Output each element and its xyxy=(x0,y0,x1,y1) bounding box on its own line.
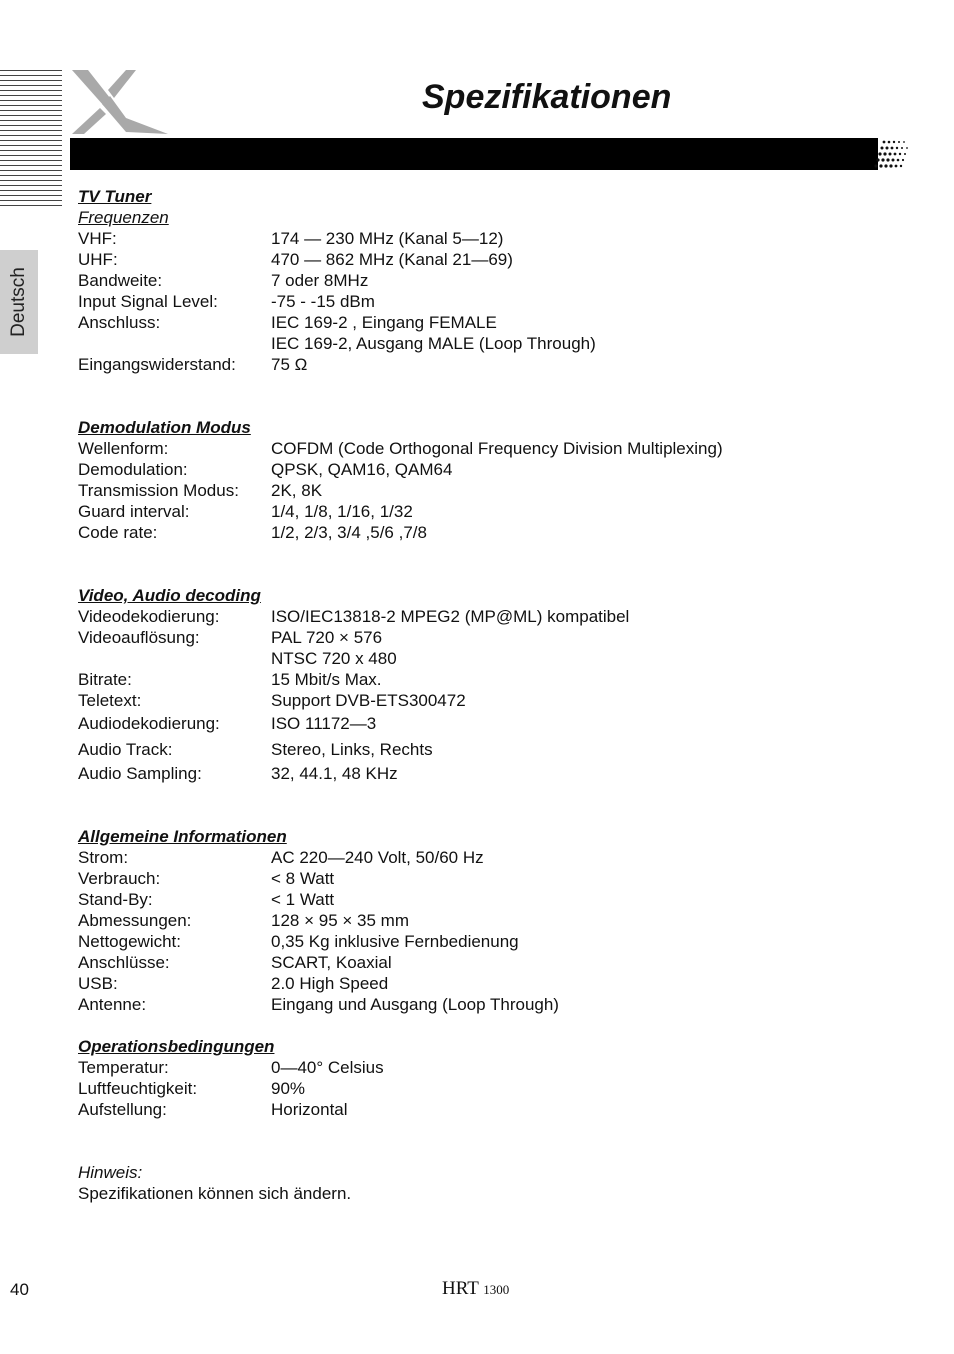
spec-label: Code rate: xyxy=(78,523,158,542)
section-title: Video, Audio decoding xyxy=(78,586,261,605)
spec-row xyxy=(78,931,918,952)
spec-label: Aufstellung: xyxy=(78,1100,167,1119)
section-title: Demodulation Modus xyxy=(78,418,251,437)
side-stripe-decoration xyxy=(0,70,62,210)
spec-label: Antenne: xyxy=(78,995,147,1014)
spec-row xyxy=(78,847,918,868)
spec-value-secondary: IEC 169-2, Ausgang MALE (Loop Through) xyxy=(271,334,596,353)
spec-label: Teletext: xyxy=(78,691,142,710)
spec-row xyxy=(78,1057,918,1078)
spec-row xyxy=(78,459,918,480)
language-tab-label: Deutsch xyxy=(8,267,29,337)
spec-value-secondary: NTSC 720 x 480 xyxy=(271,649,397,668)
spec-value: 2K, 8K xyxy=(271,481,323,500)
spec-row xyxy=(78,1078,918,1099)
header-bar xyxy=(70,138,878,170)
spec-row xyxy=(78,606,918,627)
spec-label: Stand-By: xyxy=(78,890,153,909)
spec-row xyxy=(78,669,918,690)
spec-value: Support DVB-ETS300472 xyxy=(271,691,466,710)
spec-label: Input Signal Level: xyxy=(78,292,218,311)
spec-label: Audiodekodierung: xyxy=(78,714,220,733)
spec-row xyxy=(78,737,918,763)
spec-row xyxy=(78,973,918,994)
spec-label: Anschlüsse: xyxy=(78,953,170,972)
section-general xyxy=(78,826,918,1015)
spec-row xyxy=(78,910,918,931)
spec-content xyxy=(78,186,918,1204)
spec-row xyxy=(78,480,918,501)
spec-value: -75 - -15 dBm xyxy=(271,292,375,311)
spec-value: 1/2, 2/3, 3/4 ,5/6 ,7/8 xyxy=(271,523,427,542)
section-tv-tuner xyxy=(78,186,918,375)
note-label: Hinweis: xyxy=(78,1163,143,1182)
spec-label: Temperatur: xyxy=(78,1058,169,1077)
spec-label: Nettogewicht: xyxy=(78,932,181,951)
section-subtitle: Frequenzen xyxy=(78,208,169,227)
spec-label: USB: xyxy=(78,974,118,993)
spec-row xyxy=(78,228,918,249)
spec-label: Guard interval: xyxy=(78,502,190,521)
spec-value: < 8 Watt xyxy=(271,869,335,888)
spec-value: 90% xyxy=(271,1079,306,1098)
model-name-text: HRT xyxy=(442,1278,479,1299)
spec-label: UHF: xyxy=(78,250,118,269)
spec-label: Abmessungen: xyxy=(78,911,192,930)
spec-row xyxy=(78,354,918,375)
page-title: Spezifikationen xyxy=(422,78,672,116)
spec-row xyxy=(78,291,918,312)
spec-label: Bandweite: xyxy=(78,271,163,290)
spec-value: 15 Mbit/s Max. xyxy=(271,670,382,689)
spec-row xyxy=(78,627,918,669)
model-number: 1300 xyxy=(483,1282,510,1297)
section-operating xyxy=(78,1036,918,1120)
spec-row xyxy=(78,889,918,910)
spec-value: 470 — 862 MHz (Kanal 21—69) xyxy=(271,250,513,269)
spec-value: QPSK, QAM16, QAM64 xyxy=(271,460,453,479)
spec-value: ISO/IEC13818-2 MPEG2 (MP@ML) kompatibel xyxy=(271,607,630,626)
spec-label: Eingangswiderstand: xyxy=(78,355,236,374)
section-title: Operationsbedingungen xyxy=(78,1037,275,1056)
page-number: 40 xyxy=(10,1280,29,1299)
spec-value: AC 220—240 Volt, 50/60 Hz xyxy=(271,848,484,867)
spec-label: Audio Track: xyxy=(78,740,173,759)
spec-label: Strom: xyxy=(78,848,129,867)
spec-value: 2.0 High Speed xyxy=(271,974,389,993)
spec-value: Stereo, Links, Rechts xyxy=(271,740,433,759)
spec-value: 7 oder 8MHz xyxy=(271,271,369,290)
spec-value: SCART, Koaxial xyxy=(271,953,392,972)
spec-value: 32, 44.1, 48 KHz xyxy=(271,764,398,783)
spec-row xyxy=(78,763,918,784)
spec-value: COFDM (Code Orthogonal Frequency Division Multiplexing) xyxy=(271,439,723,458)
spec-value: 1/4, 1/8, 1/16, 1/32 xyxy=(271,502,413,521)
spec-row xyxy=(78,438,918,459)
spec-value: IEC 169-2 , Eingang FEMALE xyxy=(271,313,497,332)
spec-label: Videoauflösung: xyxy=(78,628,200,647)
spec-value: 128 × 95 × 35 mm xyxy=(271,911,409,930)
dot-pattern-decoration xyxy=(872,138,908,170)
spec-row xyxy=(78,312,918,354)
section-title: Allgemeine Informationen xyxy=(78,827,287,846)
language-tab xyxy=(0,250,38,354)
spec-label: Luftfeuchtigkeit: xyxy=(78,1079,198,1098)
spec-row xyxy=(78,868,918,889)
spec-row xyxy=(78,522,918,543)
spec-label: Demodulation: xyxy=(78,460,188,479)
note-text: Spezifikationen können sich ändern. xyxy=(78,1184,352,1203)
section-demodulation xyxy=(78,417,918,543)
spec-label: Videodekodierung: xyxy=(78,607,220,626)
spec-row xyxy=(78,690,918,711)
spec-row xyxy=(78,994,918,1015)
spec-value: 0,35 Kg inklusive Fernbedienung xyxy=(271,932,519,951)
spec-label: Anschluss: xyxy=(78,313,161,332)
spec-label: Bitrate: xyxy=(78,670,132,689)
spec-label: Audio Sampling: xyxy=(78,764,202,783)
model-name xyxy=(442,1278,509,1300)
spec-row xyxy=(78,501,918,522)
spec-value: Eingang und Ausgang (Loop Through) xyxy=(271,995,559,1014)
spec-label: VHF: xyxy=(78,229,117,248)
spec-value: PAL 720 × 576 xyxy=(271,628,383,647)
spec-value: 0—40° Celsius xyxy=(271,1058,384,1077)
spec-row xyxy=(78,952,918,973)
spec-value: < 1 Watt xyxy=(271,890,335,909)
spec-value: Horizontal xyxy=(271,1100,348,1119)
brand-logo-icon xyxy=(66,68,168,136)
section-title: TV Tuner xyxy=(78,187,152,206)
spec-row xyxy=(78,711,918,737)
spec-label: Wellenform: xyxy=(78,439,169,458)
section-video-audio xyxy=(78,585,918,784)
spec-value: ISO 11172—3 xyxy=(271,714,377,733)
spec-row xyxy=(78,1099,918,1120)
spec-label: Transmission Modus: xyxy=(78,481,239,500)
spec-label: Verbrauch: xyxy=(78,869,161,888)
spec-value: 174 — 230 MHz (Kanal 5—12) xyxy=(271,229,504,248)
spec-value: 75 Ω xyxy=(271,355,308,374)
spec-row xyxy=(78,249,918,270)
spec-row xyxy=(78,270,918,291)
